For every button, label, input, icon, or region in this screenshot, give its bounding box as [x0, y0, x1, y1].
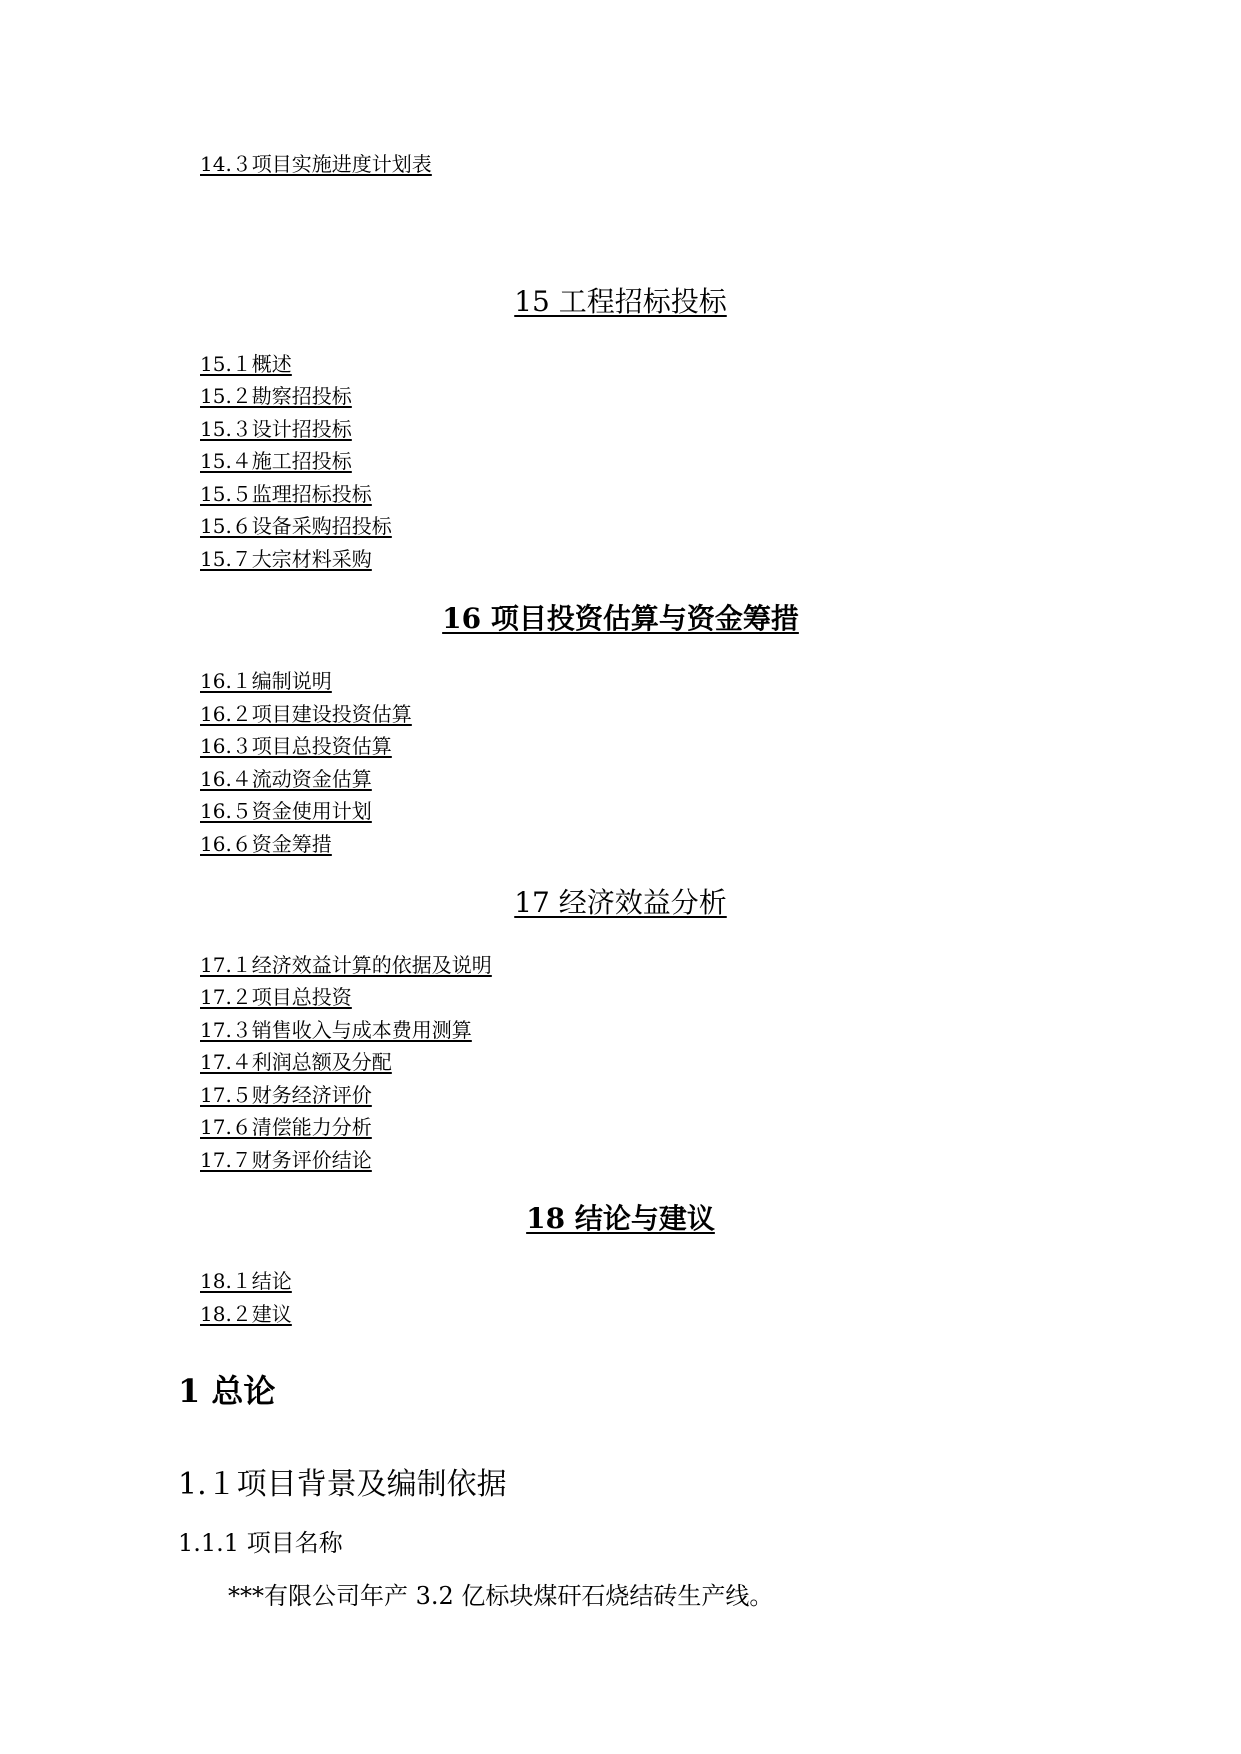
toc-section-heading[interactable]: 15 工程招标投标	[514, 285, 727, 318]
toc-link[interactable]: 14.３项目实施进度计划表	[200, 152, 432, 176]
toc-link[interactable]: 16.２项目建设投资估算	[200, 702, 412, 726]
section-heading: 1.１项目背景及编制依据	[178, 1467, 507, 1502]
toc-link[interactable]: 17.１经济效益计算的依据及说明	[200, 953, 492, 977]
toc-link[interactable]: 16.４流动资金估算	[200, 767, 372, 791]
toc-link[interactable]: 15.５监理招标投标	[200, 482, 372, 506]
toc-link[interactable]: 15.４施工招投标	[200, 449, 352, 473]
chapter-heading: 1 总论	[178, 1372, 276, 1410]
body-paragraph: ***有限公司年产 3.2 亿标块煤矸石烧结砖生产线。	[228, 1582, 774, 1610]
toc-link[interactable]: 16.３项目总投资估算	[200, 734, 392, 758]
toc-link[interactable]: 16.６资金筹措	[200, 832, 332, 856]
toc-link[interactable]: 17.７财务评价结论	[200, 1148, 372, 1172]
toc-section-heading[interactable]: 18 结论与建议	[526, 1202, 715, 1235]
toc-link[interactable]: 18.１结论	[200, 1269, 292, 1293]
toc-link[interactable]: 17.５财务经济评价	[200, 1083, 372, 1107]
toc-link[interactable]: 15.７大宗材料采购	[200, 547, 372, 571]
toc-link[interactable]: 16.５资金使用计划	[200, 799, 372, 823]
toc-link[interactable]: 15.６设备采购招投标	[200, 514, 392, 538]
toc-section-heading[interactable]: 16 项目投资估算与资金筹措	[442, 602, 799, 635]
subsection-heading: 1.1.1 项目名称	[178, 1529, 343, 1557]
toc-link[interactable]: 17.３销售收入与成本费用测算	[200, 1018, 472, 1042]
toc-link[interactable]: 17.６清偿能力分析	[200, 1115, 372, 1139]
toc-link[interactable]: 15.１概述	[200, 352, 292, 376]
toc-section-heading[interactable]: 17 经济效益分析	[514, 886, 727, 919]
toc-link[interactable]: 16.１编制说明	[200, 669, 332, 693]
toc-link[interactable]: 15.２勘察招投标	[200, 384, 352, 408]
toc-link[interactable]: 17.４利润总额及分配	[200, 1050, 392, 1074]
toc-link[interactable]: 15.３设计招投标	[200, 417, 352, 441]
toc-link[interactable]: 17.２项目总投资	[200, 985, 352, 1009]
toc-link[interactable]: 18.２建议	[200, 1302, 292, 1326]
